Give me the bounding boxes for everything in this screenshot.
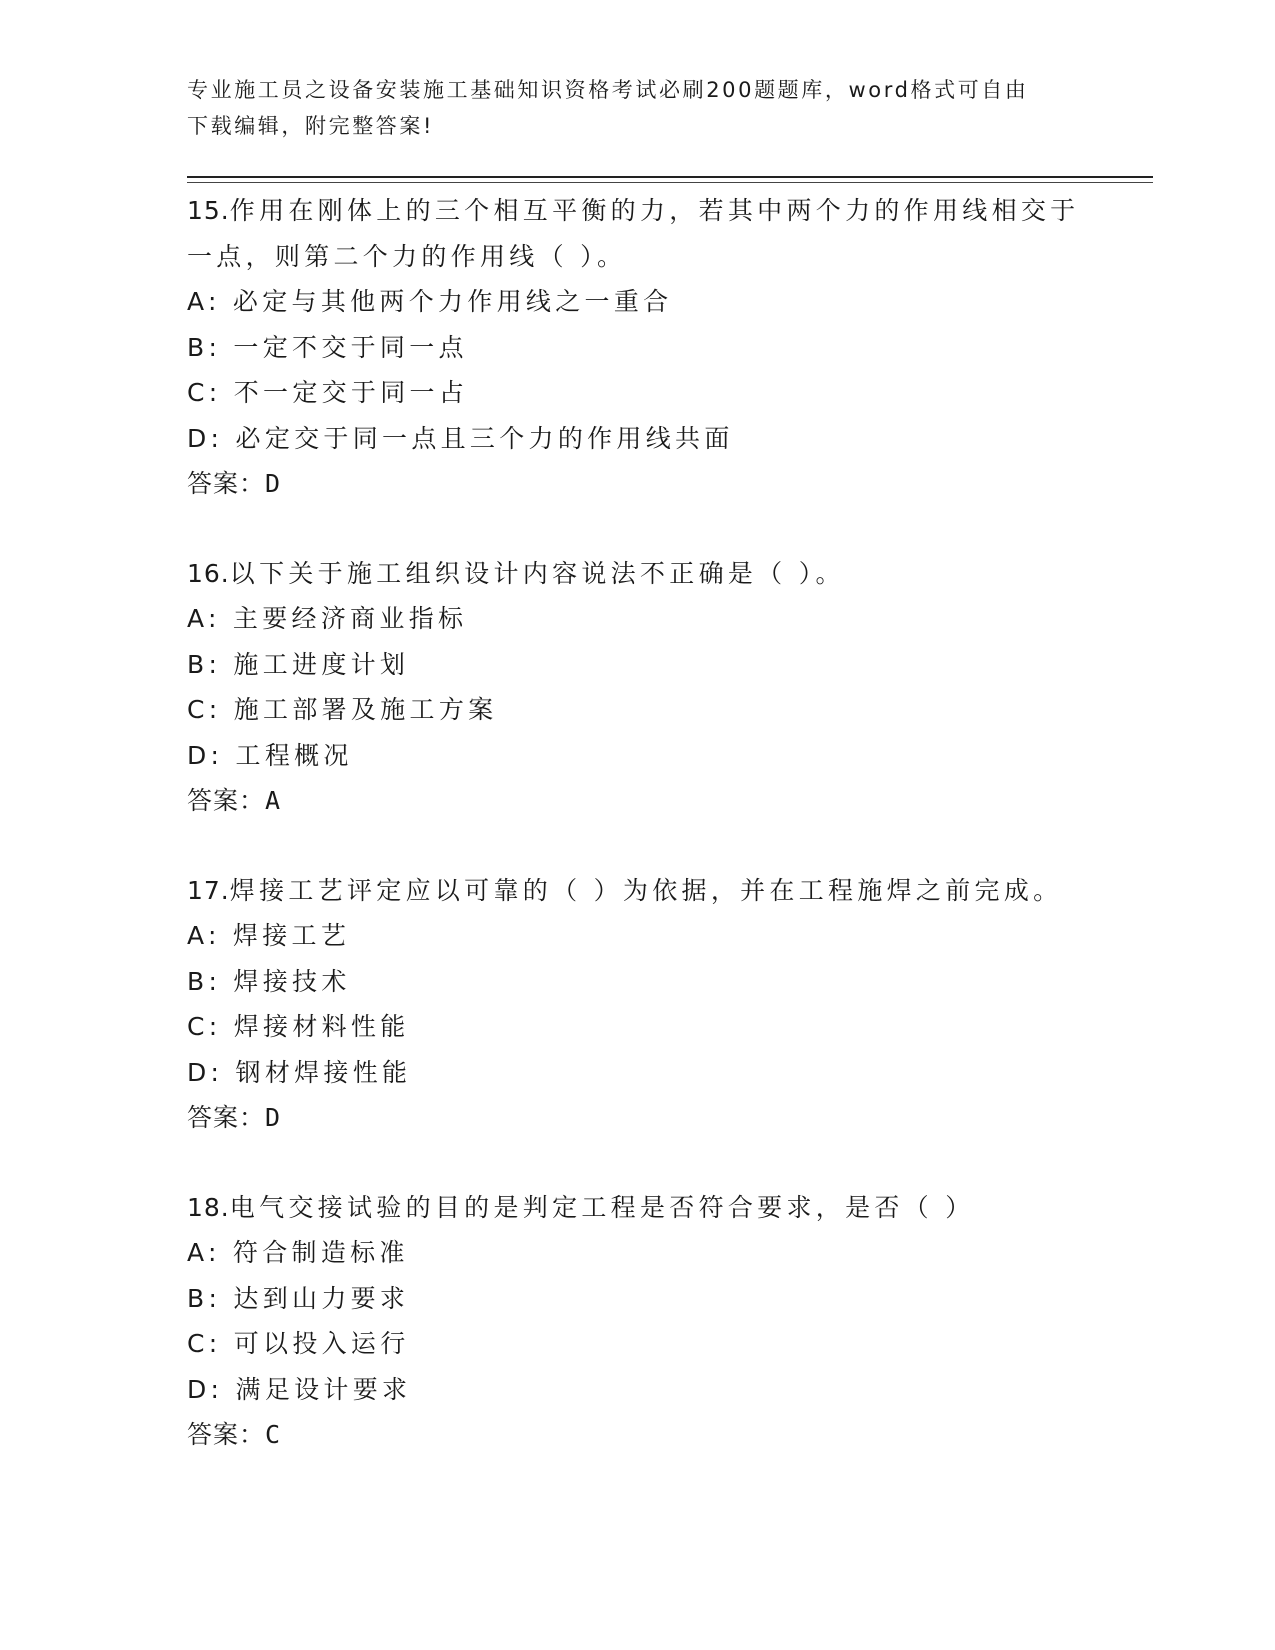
question-stem	[187, 868, 1087, 914]
header-divider-thick	[187, 176, 1153, 178]
answer	[187, 1412, 1087, 1458]
answer-label: 答案：	[187, 786, 266, 815]
question-stem-line-1: 作用在刚体上的三个相互平衡的力，若其中两个力的作用线相交于	[229, 196, 1080, 225]
answer-label: 答案：	[187, 1103, 266, 1132]
question-number: 17.	[187, 875, 230, 905]
question-stem	[187, 1185, 1087, 1231]
option-c: C: 焊接材料性能	[187, 1012, 410, 1041]
option-d: D: 钢材焊接性能	[187, 1057, 412, 1087]
option-a: A: 焊接工艺	[187, 921, 351, 950]
question-stem	[187, 551, 1087, 597]
option-d: D: 满足设计要求	[187, 1374, 412, 1404]
answer-value: C	[265, 1420, 282, 1449]
answer	[187, 461, 1087, 507]
question-17	[187, 868, 1087, 1141]
header-divider-thin	[187, 182, 1153, 183]
question-18	[187, 1185, 1087, 1458]
header-line-2: 下载编辑，附完整答案!	[187, 114, 435, 138]
answer	[187, 778, 1087, 824]
question-16	[187, 551, 1087, 824]
answer	[187, 1095, 1087, 1141]
option-c: C: 可以投入运行	[187, 1329, 410, 1358]
answer-value: A	[265, 786, 282, 815]
answer-label: 答案：	[187, 469, 266, 498]
option-d: D: 工程概况	[187, 740, 353, 770]
option-c: C: 不一定交于同一占	[187, 378, 469, 407]
question-number: 18.	[187, 1192, 230, 1222]
option-b: B: 施工进度计划	[187, 649, 410, 679]
question-number: 16.	[187, 558, 230, 588]
option-b: B: 一定不交于同一点	[187, 332, 468, 362]
option-a: A: 符合制造标准	[187, 1238, 409, 1267]
answer-value: D	[265, 469, 282, 498]
document-header	[187, 72, 1067, 144]
answer-value: D	[265, 1103, 282, 1132]
question-15	[187, 188, 1087, 507]
question-stem-line-1: 以下关于施工组织设计内容说法不正确是（ ）。	[229, 558, 845, 588]
question-stem-line-1: 电气交接试验的目的是判定工程是否符合要求，是否（ ）	[229, 1192, 975, 1222]
question-number: 15.	[187, 196, 230, 225]
option-d: D: 必定交于同一点且三个力的作用线共面	[187, 423, 734, 453]
question-list	[187, 188, 1087, 1502]
question-stem-line-1: 焊接工艺评定应以可靠的（ ）为依据，并在工程施焊之前完成。	[229, 875, 1063, 905]
question-stem-line-2: 一点，则第二个力的作用线（ ）。	[187, 241, 627, 271]
option-c: C: 施工部署及施工方案	[187, 695, 498, 724]
option-b: B: 焊接技术	[187, 966, 351, 996]
option-a: A: 主要经济商业指标	[187, 604, 468, 633]
answer-label: 答案：	[187, 1420, 266, 1449]
header-line-1: 专业施工员之设备安装施工基础知识资格考试必刷200题题库，word格式可自由	[187, 78, 1029, 102]
option-b: B: 达到山力要求	[187, 1283, 410, 1313]
option-a: A: 必定与其他两个力作用线之一重合	[187, 287, 673, 316]
question-stem	[187, 188, 1087, 234]
